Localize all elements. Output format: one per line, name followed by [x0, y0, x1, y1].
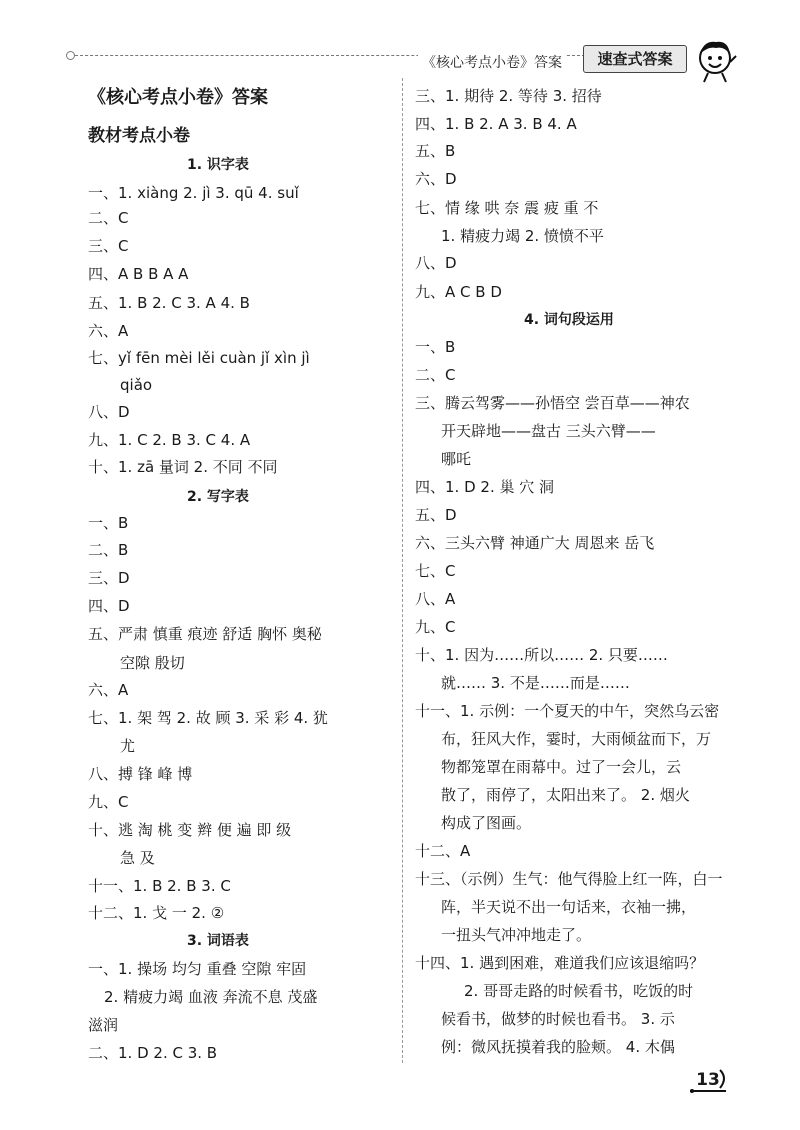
answer-line: 急 及 [120, 849, 155, 867]
answer-line: 滋润 [88, 1016, 119, 1034]
section-subtitle: 教材考点小卷 [88, 126, 190, 146]
answer-line: 四、1. D 2. 巢 穴 洞 [415, 478, 555, 496]
answer-line: 阵，半天说不出一句话来，衣袖一拂， [441, 898, 697, 916]
answer-line: 六、D [415, 170, 457, 188]
answer-line: 八、A [415, 590, 456, 608]
answer-line: 三、D [88, 569, 130, 587]
answer-line: 十二、1. 戈 一 2. ② [88, 904, 225, 922]
answer-line: 五、1. B 2. C 3. A 4. B [88, 294, 250, 312]
answer-line: 十四、1. 遇到困难，难道我们应该退缩吗？ [415, 954, 705, 972]
subsection-heading: 4. 词句段运用 [524, 312, 614, 328]
answer-line: 十三、（示例）生气：他气得脸上红一阵，白一 [415, 870, 723, 888]
answer-line: 开天辟地——盘古 三头六臂—— [441, 422, 656, 440]
answer-line: 1. 精疲力竭 2. 愤愤不平 [441, 227, 604, 245]
answer-line: 2. 精疲力竭 血液 奔流不息 茂盛 [104, 988, 318, 1006]
answer-line: 十、1. 因为……所以…… 2. 只要…… [415, 646, 668, 664]
answer-line: 八、D [88, 403, 130, 421]
answer-line: 二、1. D 2. C 3. B [88, 1044, 218, 1062]
answer-line: 十、1. zā 量词 2. 不同 不同 [88, 458, 278, 476]
answer-line: 七、1. 架 驾 2. 故 顾 3. 采 彩 4. 犹 [88, 709, 328, 727]
answer-line: 三、腾云驾雾——孙悟空 尝百草——神农 [415, 394, 690, 412]
answer-line: 九、C [415, 618, 456, 636]
answer-line: 五、D [415, 506, 457, 524]
answer-line: 九、1. C 2. B 3. C 4. A [88, 431, 251, 449]
answer-line: 三、C [88, 237, 129, 255]
answer-line: 散了，雨停了，太阳出来了。 2. 烟火 [441, 786, 690, 804]
subsection-heading: 1. 识字表 [187, 157, 249, 173]
answer-line: 空隙 殷切 [120, 654, 185, 672]
answer-line: 就…… 3. 不是……而是…… [441, 674, 630, 692]
subsection-heading: 2. 写字表 [187, 489, 249, 505]
answer-line: 三、1. 期待 2. 等待 3. 招待 [415, 87, 602, 105]
answer-line: 八、D [415, 254, 457, 272]
page-number: 13 [696, 1070, 720, 1090]
answer-line: 八、搏 锋 峰 博 [88, 765, 193, 783]
answer-line: 二、C [415, 366, 456, 384]
answer-line: 四、1. B 2. A 3. B 4. A [415, 115, 577, 133]
answer-line: 十一、1. B 2. B 3. C [88, 877, 231, 895]
answer-line: 九、C [88, 793, 129, 811]
answer-line: 一、1. xiàng 2. jì 3. qū 4. suǐ [88, 184, 299, 202]
answer-line: qiǎo [120, 376, 153, 394]
answer-line: 九、A C B D [415, 283, 502, 301]
answer-line: 十二、A [415, 842, 471, 860]
answer-line: 2. 哥哥走路的时候看书，吃饭的时 [464, 982, 694, 1000]
answer-line: 二、B [88, 541, 129, 559]
answer-line: 六、A [88, 681, 129, 699]
header-book-title: 《核心考点小卷》答案 [418, 52, 566, 72]
answer-line: 十、逃 淘 桃 变 辫 便 遍 即 级 [88, 821, 292, 839]
answer-line: 五、严肃 慎重 痕迹 舒适 胸怀 奥秘 [88, 625, 322, 643]
section-title: 《核心考点小卷》答案 [88, 87, 268, 108]
answer-line: 例：微风抚摸着我的脸颊。 4. 木偶 [441, 1038, 675, 1056]
header-rule-dot [66, 51, 75, 60]
answer-line: 构成了图画。 [441, 814, 532, 832]
answer-line: 七、C [415, 562, 456, 580]
header-answer-label: 速查式答案 [583, 45, 687, 73]
answer-line: 十一、1. 示例：一个夏天的中午，突然乌云密 [415, 702, 720, 720]
answer-line: 四、A B B A A [88, 265, 189, 283]
answer-line: 四、D [88, 597, 130, 615]
answer-line: 一、B [88, 514, 129, 532]
answer-line: 一、1. 操场 均匀 重叠 空隙 牢固 [88, 960, 307, 978]
answer-line: 六、三头六臂 神通广大 周恩来 岳飞 [415, 534, 655, 552]
answer-line: 尤 [120, 737, 136, 755]
answer-line: 一扭头气冲冲地走了。 [441, 926, 592, 944]
column-divider [402, 78, 403, 1063]
answer-line: 布，狂风大作，霎时，大雨倾盆而下，万 [441, 730, 712, 748]
answer-line: 哪吒 [441, 450, 472, 468]
answer-line: 一、B [415, 338, 456, 356]
answer-line: 七、yǐ fēn mèi lěi cuàn jǐ xìn jì [88, 349, 310, 367]
answer-line: 六、A [88, 322, 129, 340]
answer-line: 五、B [415, 142, 456, 160]
answer-line: 二、C [88, 209, 129, 227]
answer-line: 七、情 缘 哄 奈 震 疲 重 不 [415, 199, 599, 217]
answer-line: 物都笼罩在雨幕中。过了一会儿，云 [441, 758, 682, 776]
answer-line: 候看书，做梦的时候也看书。 3. 示 [441, 1010, 675, 1028]
subsection-heading: 3. 词语表 [187, 933, 249, 949]
mascot-boy-icon [690, 34, 740, 84]
